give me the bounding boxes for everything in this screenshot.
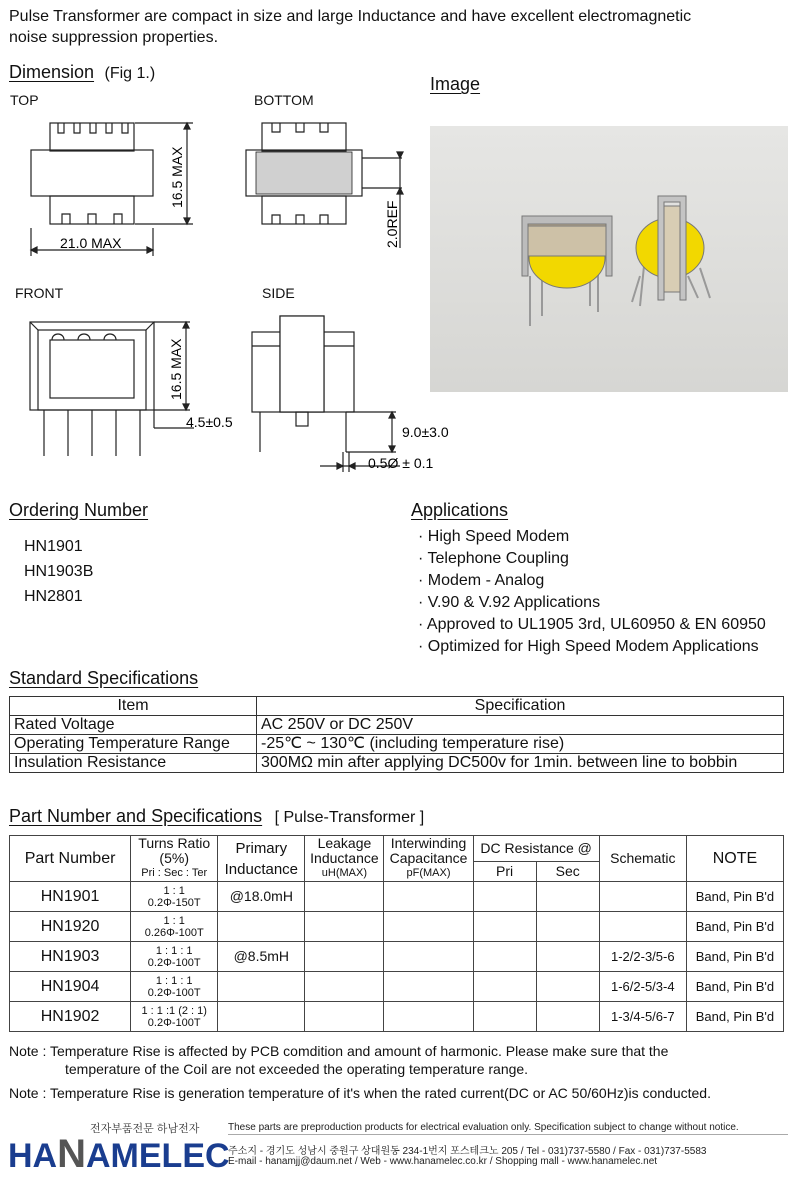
capacitance-cell — [384, 912, 473, 942]
leak-header-1: Leakage — [317, 835, 372, 851]
col-primary — [218, 836, 305, 882]
parts-subtitle: [ Pulse-Transformer ] — [274, 809, 425, 826]
primary-inductance — [218, 1002, 305, 1032]
dcr-sec-cell — [536, 942, 599, 972]
ratio-value: 1 : 1 : 1 — [155, 974, 193, 987]
primary-header-2: Inductance — [224, 860, 299, 878]
part-number: HN1920 — [10, 912, 131, 942]
turns-ratio — [131, 882, 218, 912]
standard-heading: Standard Specifications — [9, 668, 199, 688]
turns-header-3: Pri : Sec : Ter — [141, 867, 208, 879]
dcr-pri-cell — [473, 972, 536, 1002]
dcr-pri-cell — [473, 1002, 536, 1032]
table-row — [10, 882, 784, 912]
ratio-value: 1 : 1 : 1 — [155, 944, 193, 957]
dcr-sec-cell — [536, 882, 599, 912]
table-row — [10, 716, 784, 735]
leakage-cell — [305, 972, 384, 1002]
application-item: · Telephone Coupling — [418, 550, 569, 567]
ordering-list — [24, 534, 93, 609]
logo-part-b: AMELEC — [86, 1137, 230, 1175]
wire-value: 0.2Φ-100T — [147, 1016, 201, 1029]
image-heading: Image — [430, 74, 481, 94]
intro-line-1: Pulse Transformer are compact in size and large Inductance and have excellent electromagnetic — [9, 8, 692, 25]
note: Band, Pin B'd — [686, 942, 783, 972]
note-1-line-2: temperature of the Coil are not exceeded the operating temperature range. — [65, 1061, 529, 1077]
wire-value: 0.2Φ-100T — [147, 986, 201, 999]
logo-part-a: HA — [8, 1137, 58, 1175]
dimension-heading — [9, 62, 155, 83]
leakage-cell — [305, 942, 384, 972]
part-number: HN1901 — [10, 882, 131, 912]
col-dcr-pri: Pri — [473, 862, 536, 882]
applications-list — [418, 526, 766, 658]
turns-header-2: (5%) — [159, 850, 189, 866]
note: Band, Pin B'd — [686, 882, 783, 912]
application-item: · Optimized for High Speed Modem Applications — [418, 638, 759, 655]
leakage-cell — [305, 882, 384, 912]
height-max-top-dim: 16.5 MAX — [169, 146, 185, 208]
wire-value: 0.26Φ-100T — [144, 926, 204, 939]
capacitance-cell — [384, 942, 473, 972]
col-turns-ratio — [131, 836, 218, 882]
note-1-line-1: Note : Temperature Rise is affected by PCB comdition and amount of harmonic. Please make sure that the — [9, 1043, 669, 1059]
table-row — [10, 972, 784, 1002]
table-row — [10, 735, 784, 754]
note: Band, Pin B'd — [686, 912, 783, 942]
pin-length-dim: 9.0±3.0 — [402, 424, 449, 440]
intro-text — [9, 6, 789, 48]
turns-ratio — [131, 912, 218, 942]
footer-divider — [228, 1134, 788, 1135]
turns-ratio — [131, 1002, 218, 1032]
logo-korean-text: 전자부품전문 하남전자 — [90, 1123, 200, 1135]
dcr-sec-cell — [536, 972, 599, 1002]
ref-dim: 2.0REF — [384, 200, 400, 248]
spec-item: Insulation Resistance — [10, 754, 257, 773]
note-2: Note : Temperature Rise is generation temperature of it's when the rated current(DC or AC 50/60Hz)is conducted. — [9, 1085, 711, 1101]
front-view-label: FRONT — [15, 285, 64, 301]
col-leakage — [305, 836, 384, 882]
ratio-value: 1 : 1 — [163, 914, 185, 927]
footer-contact: E-mail - hanamjj@daum.net / Web - www.hanamelec.co.kr / Shopping mall - www.hanamelec.net — [228, 1156, 658, 1167]
bottom-view-drawing — [246, 123, 403, 248]
dimension-fig: (Fig 1.) — [104, 65, 156, 82]
side-view-label: SIDE — [262, 285, 295, 301]
primary-inductance: @8.5mH — [218, 942, 305, 972]
dimension-drawings — [0, 110, 449, 480]
pin-diameter-dim: 0.5Ø ± 0.1 — [368, 455, 434, 471]
dcr-pri-cell — [473, 942, 536, 972]
ordering-item: HN2801 — [24, 588, 83, 605]
application-item: · High Speed Modem — [418, 528, 570, 545]
parts-heading — [9, 806, 424, 827]
part-number: HN1902 — [10, 1002, 131, 1032]
schematic: 1-3/4-5/6-7 — [599, 1002, 686, 1032]
width-max-dim: 21.0 MAX — [60, 235, 122, 251]
ordering-item: HN1901 — [24, 538, 83, 555]
col-note: NOTE — [686, 836, 783, 882]
dcr-sec-cell — [536, 912, 599, 942]
notes — [9, 1042, 794, 1102]
primary-header-1: Primary — [235, 839, 288, 857]
spec-value: 300MΩ min after applying DC500v for 1min. between line to bobbin — [257, 754, 784, 773]
dimension-title: Dimension — [9, 62, 95, 82]
logo-part-n: N — [57, 1132, 86, 1176]
height-max-front-dim: 16.5 MAX — [168, 338, 184, 400]
turns-header-1: Turns Ratio — [138, 835, 211, 851]
primary-inductance — [218, 912, 305, 942]
schematic — [599, 912, 686, 942]
dcr-pri-cell — [473, 882, 536, 912]
table-header-row — [10, 836, 784, 862]
application-item: · Approved to UL1905 3rd, UL60950 & EN 60950 — [418, 616, 766, 633]
ordering-item: HN1903B — [24, 563, 94, 580]
capacitance-cell — [384, 972, 473, 1002]
schematic: 1-6/2-5/3-4 — [599, 972, 686, 1002]
transformer-illustration — [430, 126, 788, 392]
inter-header-2: Capacitance — [389, 850, 468, 866]
inter-header-1: Interwinding — [390, 835, 467, 851]
ratio-value: 1 : 1 — [163, 884, 185, 897]
col-dc-resistance: DC Resistance @ — [473, 836, 599, 862]
leak-header-3: uH(MAX) — [321, 867, 368, 879]
wire-value: 0.2Φ-100T — [147, 956, 201, 969]
spec-value: -25℃ ~ 130℃ (including temperature rise) — [257, 735, 784, 754]
capacitance-cell — [384, 882, 473, 912]
product-photo — [430, 126, 788, 392]
dcr-pri-cell — [473, 912, 536, 942]
standard-spec-table — [9, 696, 784, 773]
footer-disclaimer: These parts are preproduction products for electrical evaluation only. Specification subject to change without notice. — [228, 1122, 739, 1133]
table-row — [10, 754, 784, 773]
leakage-cell — [305, 1002, 384, 1032]
col-item: Item — [10, 697, 257, 716]
ratio-value: 1 : 1 :1 (2 : 1) — [141, 1004, 207, 1017]
spec-value: AC 250V or DC 250V — [257, 716, 784, 735]
note: Band, Pin B'd — [686, 972, 783, 1002]
side-view-drawing — [252, 316, 400, 472]
primary-inductance: @18.0mH — [218, 882, 305, 912]
col-part-number: Part Number — [10, 836, 131, 882]
col-spec: Specification — [257, 697, 784, 716]
footer-address: 주소지 - 경기도 성남시 중원구 상대원동 234-1번지 포스테크노 205 / Tel - 031)737-5580 / Fax - 031)737-5583 — [228, 1146, 707, 1157]
schematic: 1-2/2-3/5-6 — [599, 942, 686, 972]
col-dcr-sec: Sec — [536, 862, 599, 882]
capacitance-cell — [384, 1002, 473, 1032]
primary-inductance — [218, 972, 305, 1002]
table-row — [10, 912, 784, 942]
ordering-heading: Ordering Number — [9, 500, 149, 520]
part-number: HN1904 — [10, 972, 131, 1002]
note: Band, Pin B'd — [686, 1002, 783, 1032]
application-item: · Modem - Analog — [418, 572, 545, 589]
turns-ratio — [131, 942, 218, 972]
turns-ratio — [131, 972, 218, 1002]
intro-line-2: noise suppression properties. — [9, 29, 219, 46]
leak-header-2: Inductance — [310, 850, 379, 866]
front-dim: 4.5±0.5 — [186, 414, 233, 430]
dcr-sec-cell — [536, 1002, 599, 1032]
parts-table — [9, 835, 784, 1032]
wire-value: 0.2Φ-150T — [147, 896, 201, 909]
leakage-cell — [305, 912, 384, 942]
col-interwinding — [384, 836, 473, 882]
parts-title: Part Number and Specifications — [9, 806, 263, 826]
spec-item: Operating Temperature Range — [10, 735, 257, 754]
application-item: · V.90 & V.92 Applications — [418, 594, 601, 611]
table-header-row — [10, 697, 784, 716]
part-number: HN1903 — [10, 942, 131, 972]
table-row — [10, 1002, 784, 1032]
col-schematic: Schematic — [599, 836, 686, 882]
inter-header-3: pF(MAX) — [406, 867, 451, 879]
bottom-view-label: BOTTOM — [254, 92, 314, 108]
spec-item: Rated Voltage — [10, 716, 257, 735]
top-view-label: TOP — [10, 92, 39, 108]
company-logo — [8, 1134, 230, 1176]
applications-heading: Applications — [411, 500, 509, 520]
schematic — [599, 882, 686, 912]
table-row — [10, 942, 784, 972]
